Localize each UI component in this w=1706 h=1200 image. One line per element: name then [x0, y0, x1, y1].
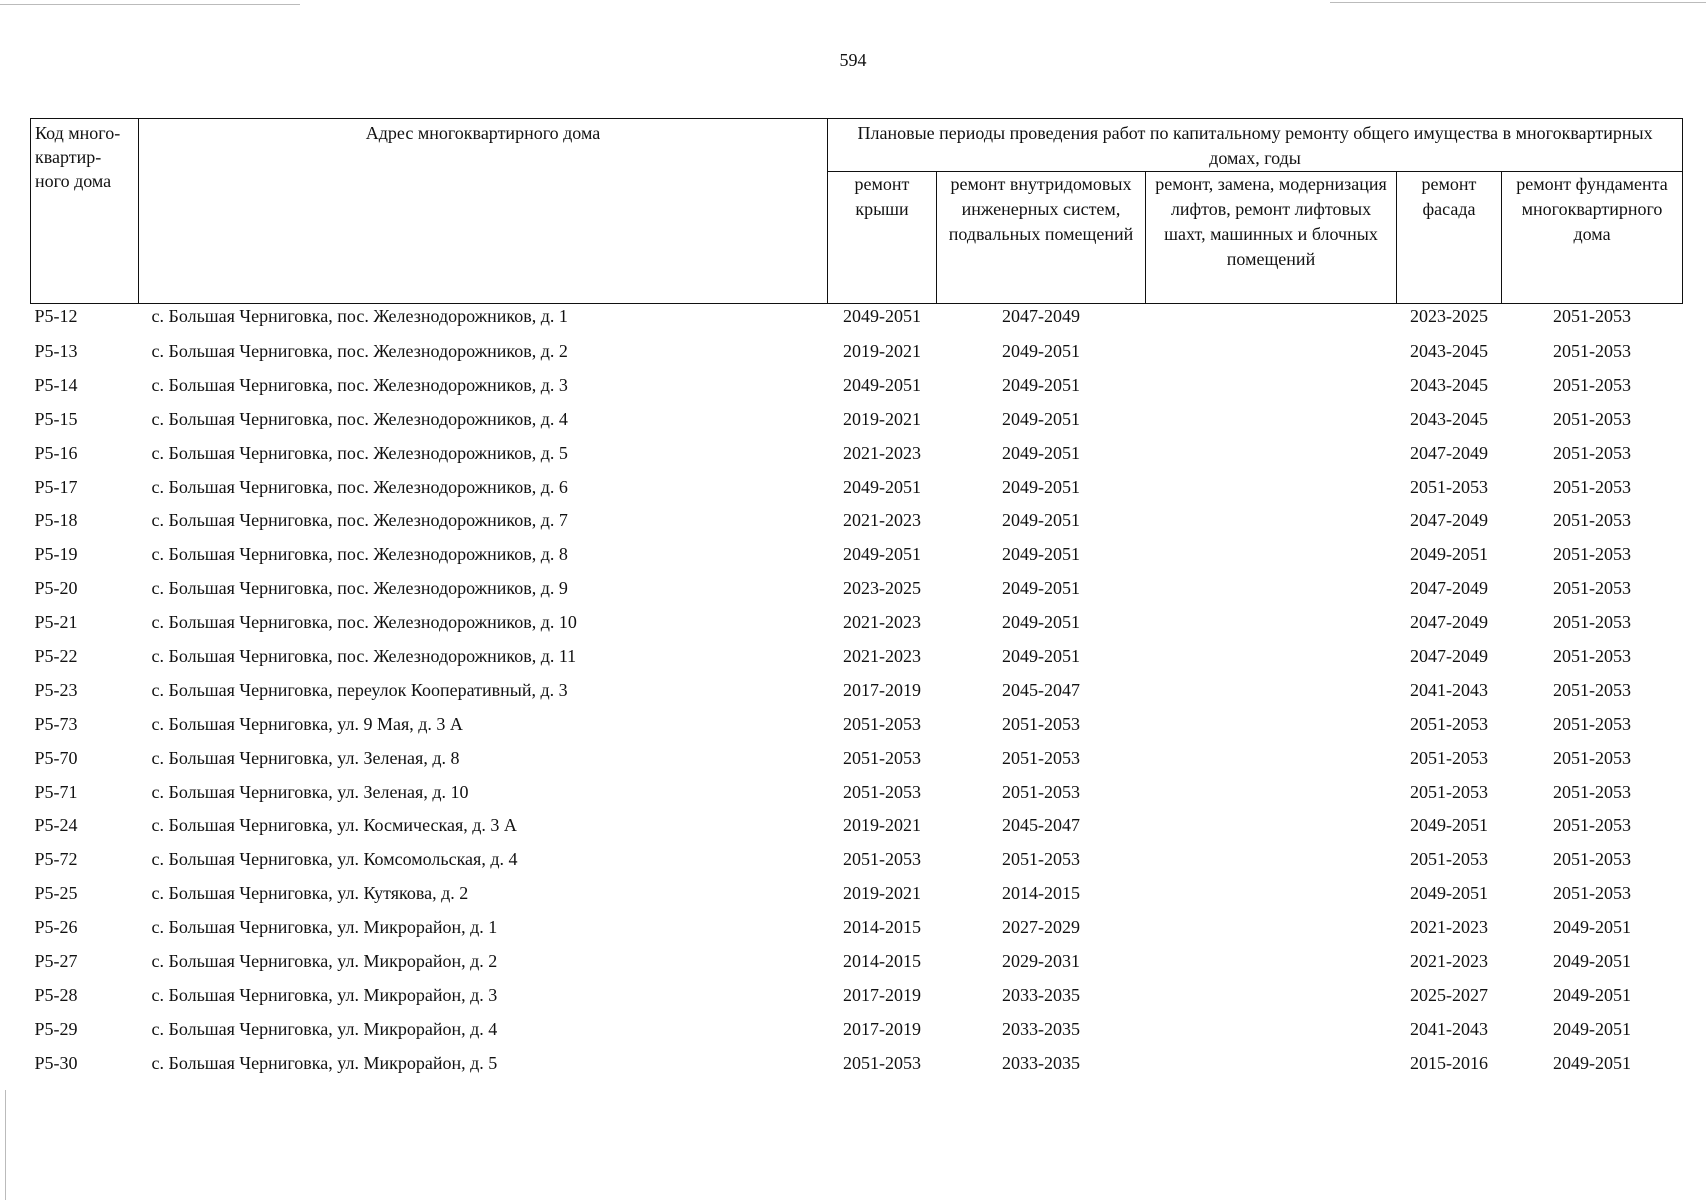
cell-elevators: [1146, 775, 1397, 809]
cell-facade: 2021-2023: [1410, 917, 1488, 938]
table-row: [31, 605, 1683, 639]
table-row: [31, 503, 1683, 537]
cell-roof: 2051-2053: [843, 747, 921, 768]
cell-facade: 2051-2053: [1410, 849, 1488, 870]
cell-engineering: 2049-2051: [1002, 374, 1080, 395]
header-address: Адрес многоквартирного дома: [139, 119, 828, 304]
header-facade: ремонт фасада: [1397, 172, 1502, 304]
cell-engineering: 2051-2053: [1002, 713, 1080, 734]
cell-elevators: [1146, 368, 1397, 402]
cell-roof: 2019-2021: [843, 815, 921, 836]
cell-facade: 2025-2027: [1410, 984, 1488, 1005]
cell-engineering: 2029-2031: [1002, 950, 1080, 971]
cell-elevators: [1146, 470, 1397, 504]
cell-code: Р5-24: [34, 815, 78, 836]
cell-engineering: 2051-2053: [1002, 781, 1080, 802]
cell-facade: 2047-2049: [1410, 612, 1488, 633]
cell-address: с. Большая Черниговка, пос. Железнодорожников, д. 5: [151, 442, 568, 463]
cell-elevators: [1146, 673, 1397, 707]
cell-engineering: 2049-2051: [1002, 578, 1080, 599]
cell-engineering: 2033-2035: [1002, 984, 1080, 1005]
scan-artifact-left-edge: [5, 1090, 6, 1200]
cell-roof: 2051-2053: [843, 781, 921, 802]
cell-engineering: 2049-2051: [1002, 476, 1080, 497]
cell-elevators: [1146, 639, 1397, 673]
cell-roof: 2049-2051: [843, 476, 921, 497]
cell-code: Р5-72: [34, 849, 78, 870]
cell-engineering: 2049-2051: [1002, 544, 1080, 565]
cell-foundation: 2051-2053: [1553, 645, 1632, 666]
cell-engineering: 2014-2015: [1002, 883, 1080, 904]
cell-foundation: 2051-2053: [1553, 578, 1632, 599]
cell-foundation: 2049-2051: [1553, 1052, 1632, 1073]
cell-roof: 2051-2053: [843, 849, 921, 870]
cell-engineering: 2047-2049: [1002, 306, 1080, 326]
cell-address: с. Большая Черниговка, пос. Железнодорожников, д. 11: [151, 645, 577, 666]
cell-elevators: [1146, 402, 1397, 436]
cell-code: Р5-21: [34, 612, 78, 633]
cell-foundation: 2049-2051: [1553, 950, 1632, 971]
cell-code: Р5-16: [34, 442, 78, 463]
cell-address: с. Большая Черниговка, пос. Железнодорожников, д. 7: [151, 510, 568, 531]
cell-elevators: [1146, 741, 1397, 775]
cell-foundation: 2049-2051: [1553, 1018, 1632, 1039]
scan-artifact-top-right: [1330, 2, 1706, 3]
cell-facade: 2023-2025: [1410, 306, 1488, 326]
cell-address: с. Большая Черниговка, ул. Зеленая, д. 10: [151, 781, 469, 802]
cell-address: с. Большая Черниговка, пос. Железнодорожников, д. 10: [151, 612, 577, 633]
table-row: [31, 1012, 1683, 1046]
table-row: [31, 707, 1683, 741]
cell-engineering: 2051-2053: [1002, 747, 1080, 768]
cell-elevators: [1146, 537, 1397, 571]
cell-address: с. Большая Черниговка, ул. Микрорайон, д. 4: [151, 1018, 498, 1039]
cell-address: с. Большая Черниговка, ул. Микрорайон, д. 5: [151, 1052, 498, 1073]
cell-code: Р5-15: [34, 408, 78, 429]
header-code: Код много-квартир-ного дома: [31, 119, 139, 304]
table-row: [31, 1046, 1683, 1080]
cell-facade: 2041-2043: [1410, 679, 1488, 700]
cell-foundation: 2051-2053: [1553, 306, 1632, 326]
cell-roof: 2051-2053: [843, 713, 921, 734]
cell-foundation: 2051-2053: [1553, 374, 1632, 395]
cell-address: с. Большая Черниговка, ул. Комсомольская, д. 4: [151, 849, 518, 870]
cell-elevators: [1146, 910, 1397, 944]
cell-elevators: [1146, 605, 1397, 639]
cell-roof: 2023-2025: [843, 578, 921, 599]
cell-code: Р5-23: [34, 679, 78, 700]
cell-elevators: [1146, 571, 1397, 605]
cell-roof: 2021-2023: [843, 510, 921, 531]
scan-artifact-top-left: [0, 4, 300, 5]
cell-roof: 2049-2051: [843, 544, 921, 565]
cell-facade: 2047-2049: [1410, 510, 1488, 531]
cell-facade: 2047-2049: [1410, 578, 1488, 599]
cell-roof: 2019-2021: [843, 883, 921, 904]
table-row: [31, 537, 1683, 571]
cell-facade: 2043-2045: [1410, 408, 1488, 429]
cell-address: с. Большая Черниговка, ул. Микрорайон, д. 3: [151, 984, 498, 1005]
cell-code: Р5-18: [34, 510, 78, 531]
cell-address: с. Большая Черниговка, пос. Железнодорожников, д. 1: [151, 306, 568, 326]
cell-code: Р5-20: [34, 578, 78, 599]
cell-engineering: 2051-2053: [1002, 849, 1080, 870]
cell-elevators: [1146, 944, 1397, 978]
cell-foundation: 2051-2053: [1553, 883, 1632, 904]
cell-foundation: 2051-2053: [1553, 815, 1632, 836]
cell-address: с. Большая Черниговка, ул. Микрорайон, д. 1: [151, 917, 498, 938]
table-row: [31, 944, 1683, 978]
table-row: [31, 808, 1683, 842]
header-engineering: ремонт внутридомовых инженерных систем, подвальных помещений: [937, 172, 1146, 304]
cell-elevators: [1146, 1012, 1397, 1046]
capital-repair-schedule-table: [30, 118, 1683, 1080]
cell-foundation: 2051-2053: [1553, 340, 1632, 361]
cell-code: Р5-12: [34, 306, 78, 326]
cell-code: Р5-29: [34, 1018, 78, 1039]
cell-address: с. Большая Черниговка, ул. 9 Мая, д. 3 А: [151, 713, 463, 734]
cell-code: Р5-70: [34, 747, 78, 768]
cell-code: Р5-22: [34, 645, 78, 666]
cell-facade: 2051-2053: [1410, 747, 1488, 768]
cell-elevators: [1146, 707, 1397, 741]
cell-engineering: 2045-2047: [1002, 679, 1080, 700]
header-roof: ремонт крыши: [828, 172, 937, 304]
cell-roof: 2017-2019: [843, 679, 921, 700]
table-row: [31, 673, 1683, 707]
cell-facade: 2047-2049: [1410, 645, 1488, 666]
cell-facade: 2051-2053: [1410, 713, 1488, 734]
table-row: [31, 639, 1683, 673]
cell-facade: 2047-2049: [1410, 442, 1488, 463]
cell-address: с. Большая Черниговка, пос. Железнодорожников, д. 6: [151, 476, 568, 497]
header-elevators: ремонт, замена, модернизация лифтов, ремонт лифтовых шахт, машинных и блочных помещений: [1146, 172, 1397, 304]
cell-elevators: [1146, 978, 1397, 1012]
cell-foundation: 2051-2053: [1553, 747, 1632, 768]
cell-foundation: 2051-2053: [1553, 510, 1632, 531]
cell-address: с. Большая Черниговка, ул. Зеленая, д. 8: [151, 747, 460, 768]
cell-facade: 2049-2051: [1410, 815, 1488, 836]
cell-elevators: [1146, 876, 1397, 910]
cell-roof: 2021-2023: [843, 442, 921, 463]
cell-code: Р5-27: [34, 950, 78, 971]
cell-roof: 2019-2021: [843, 340, 921, 361]
cell-address: с. Большая Черниговка, переулок Кооперативный, д. 3: [151, 679, 568, 700]
cell-engineering: 2033-2035: [1002, 1018, 1080, 1039]
cell-facade: 2043-2045: [1410, 374, 1488, 395]
cell-foundation: 2051-2053: [1553, 544, 1632, 565]
page-number: 594: [839, 50, 867, 70]
cell-foundation: 2049-2051: [1553, 984, 1632, 1005]
cell-roof: 2049-2051: [843, 374, 921, 395]
cell-code: Р5-25: [34, 883, 78, 904]
cell-address: с. Большая Черниговка, пос. Железнодорожников, д. 9: [151, 578, 568, 599]
table-row: [31, 402, 1683, 436]
table-row: [31, 978, 1683, 1012]
cell-engineering: 2049-2051: [1002, 408, 1080, 429]
cell-foundation: 2051-2053: [1553, 442, 1632, 463]
cell-engineering: 2027-2029: [1002, 917, 1080, 938]
header-foundation: ремонт фундамента многоквартирного дома: [1502, 172, 1683, 304]
cell-code: Р5-14: [34, 374, 78, 395]
cell-foundation: 2051-2053: [1553, 849, 1632, 870]
cell-engineering: 2049-2051: [1002, 340, 1080, 361]
cell-roof: 2021-2023: [843, 645, 921, 666]
cell-engineering: 2033-2035: [1002, 1052, 1080, 1073]
header-planned-periods: Плановые периоды проведения работ по капитальному ремонту общего имущества в многоквартирных домах, годы: [828, 119, 1683, 172]
cell-facade: 2049-2051: [1410, 883, 1488, 904]
cell-roof: 2014-2015: [843, 917, 921, 938]
cell-elevators: [1146, 334, 1397, 368]
cell-engineering: 2049-2051: [1002, 442, 1080, 463]
cell-address: с. Большая Черниговка, ул. Кутякова, д. 2: [151, 883, 469, 904]
cell-code: Р5-13: [34, 340, 78, 361]
cell-elevators: [1146, 1046, 1397, 1080]
cell-engineering: 2049-2051: [1002, 612, 1080, 633]
cell-foundation: 2051-2053: [1553, 713, 1632, 734]
table-row: [31, 368, 1683, 402]
cell-elevators: [1146, 503, 1397, 537]
cell-code: Р5-19: [34, 544, 78, 565]
table-row: [31, 842, 1683, 876]
cell-roof: 2017-2019: [843, 1018, 921, 1039]
cell-foundation: 2049-2051: [1553, 917, 1632, 938]
cell-foundation: 2051-2053: [1553, 781, 1632, 802]
table-row: [31, 436, 1683, 470]
cell-roof: 2049-2051: [843, 306, 921, 326]
table-row: [31, 775, 1683, 809]
cell-code: Р5-30: [34, 1052, 78, 1073]
table-row: [31, 470, 1683, 504]
cell-facade: 2043-2045: [1410, 340, 1488, 361]
table-row: [31, 334, 1683, 368]
cell-facade: 2049-2051: [1410, 544, 1488, 565]
cell-address: с. Большая Черниговка, ул. Космическая, д. 3 А: [151, 815, 517, 836]
cell-elevators: [1146, 436, 1397, 470]
cell-address: с. Большая Черниговка, ул. Микрорайон, д. 2: [151, 950, 498, 971]
cell-facade: 2015-2016: [1410, 1052, 1488, 1073]
cell-foundation: 2051-2053: [1553, 408, 1632, 429]
cell-elevators: [1146, 808, 1397, 842]
cell-roof: 2017-2019: [843, 984, 921, 1005]
table-row: [31, 741, 1683, 775]
table-row: [31, 876, 1683, 910]
cell-address: с. Большая Черниговка, пос. Железнодорожников, д. 2: [151, 340, 568, 361]
cell-elevators: [1146, 304, 1397, 335]
cell-code: Р5-26: [34, 917, 78, 938]
cell-foundation: 2051-2053: [1553, 679, 1632, 700]
cell-elevators: [1146, 842, 1397, 876]
cell-facade: 2041-2043: [1410, 1018, 1488, 1039]
cell-roof: 2019-2021: [843, 408, 921, 429]
cell-facade: 2021-2023: [1410, 950, 1488, 971]
cell-code: Р5-71: [34, 781, 78, 802]
cell-address: с. Большая Черниговка, пос. Железнодорожников, д. 8: [151, 544, 568, 565]
cell-facade: 2051-2053: [1410, 781, 1488, 802]
cell-engineering: 2049-2051: [1002, 510, 1080, 531]
cell-code: Р5-28: [34, 984, 78, 1005]
cell-roof: 2021-2023: [843, 612, 921, 633]
cell-code: Р5-73: [34, 713, 78, 734]
table-body: [31, 304, 1683, 1080]
cell-foundation: 2051-2053: [1553, 476, 1632, 497]
cell-address: с. Большая Черниговка, пос. Железнодорожников, д. 4: [151, 408, 568, 429]
cell-address: с. Большая Черниговка, пос. Железнодорожников, д. 3: [151, 374, 568, 395]
cell-facade: 2051-2053: [1410, 476, 1488, 497]
table-row: [31, 571, 1683, 605]
cell-roof: 2051-2053: [843, 1052, 921, 1073]
cell-code: Р5-17: [34, 476, 78, 497]
cell-roof: 2014-2015: [843, 950, 921, 971]
cell-engineering: 2045-2047: [1002, 815, 1080, 836]
cell-engineering: 2049-2051: [1002, 645, 1080, 666]
table-row: [31, 910, 1683, 944]
cell-foundation: 2051-2053: [1553, 612, 1632, 633]
table-row: [31, 304, 1683, 335]
